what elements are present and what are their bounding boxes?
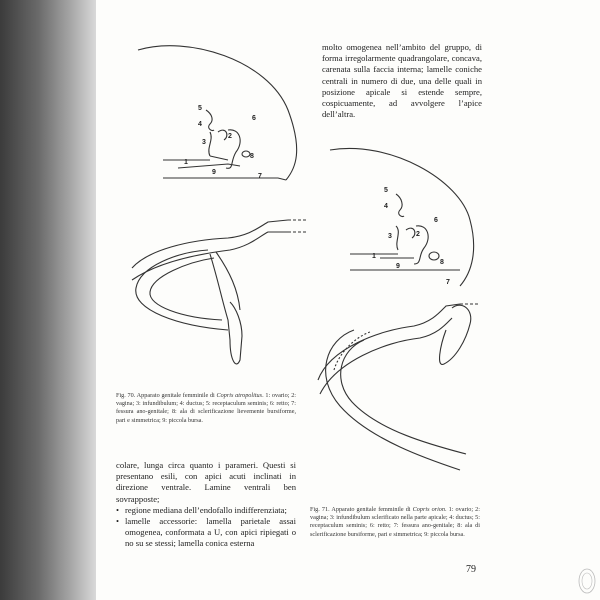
figure-70-labels (118, 40, 318, 200)
figure-71-labels (310, 140, 490, 290)
fig70-label-6: 6 (252, 115, 256, 122)
fig71-label-3: 3 (388, 233, 392, 240)
fig70-label-9: 9 (212, 169, 216, 176)
fig70-label-1: 1 (184, 159, 188, 166)
bullet-item: • lamelle accessorie: lamella parietale assai omogenea, conformata a U, con apici ripiegati o no su se stessi; lamella conica esterna (125, 516, 296, 550)
fig70-label-8: 8 (250, 153, 254, 160)
fig70-label-4: 4 (198, 121, 202, 128)
page-number: 79 (466, 564, 476, 575)
fig71-label-9: 9 (396, 263, 400, 270)
library-seal-logo (578, 568, 596, 594)
figure-70-caption (116, 392, 296, 425)
fig70-label-5: 5 (198, 105, 202, 112)
fig70-label-2: 2 (228, 133, 232, 140)
fig70-caption-rest: . 1: ovario; 2: vagina; 3: infundibulum; 4: ductus; 5: receptaculum seminis; 6: retto; 7: fessura ano-genitale; 8: ala di sclerificazione lievemente bursiforme, pari e simmetrica; 9: piccola bursa. (116, 392, 297, 424)
fig70-caption-species: Copris atropolitus (216, 392, 263, 399)
fig71-label-4: 4 (384, 203, 388, 210)
fig71-label-6: 6 (434, 217, 438, 224)
fig71-label-5: 5 (384, 187, 388, 194)
fig70-caption-prefix: Fig. 70. Apparato genitale femminile di (116, 392, 217, 399)
book-gutter-shadow (0, 0, 96, 600)
figure-71-caption (310, 506, 480, 539)
bullet-list (116, 505, 296, 550)
bullet-item: • regione mediana dell’endofallo indifferenziata; (125, 505, 296, 516)
fig71-label-1: 1 (372, 253, 376, 260)
fig70-label-3: 3 (202, 139, 206, 146)
fig71-label-2: 2 (416, 231, 420, 238)
fig71-caption-prefix: Fig. 71. Apparato genitale femminile di (310, 506, 413, 513)
fig71-label-7: 7 (446, 279, 450, 286)
fig71-caption-species: Copris orion (412, 506, 445, 513)
paragraph-intro: colare, lunga circa quanto i parameri. Questi si presentano esili, con apici acuti inclinati in direzione ventrale. Lamine ventrali ben sovrapposte; (116, 460, 296, 504)
fig71-label-8: 8 (440, 259, 444, 266)
paragraph-continuation: molto omogenea nell’ambito del gruppo, di forma irregolarmente quadrangolare, concava, carenata sulla faccia interna; lamelle coniche centrali in numero di due, una delle quali in posizione apicale si estende sempre, cospicuamente, ad avvolgere l’apice dell’altra. (322, 42, 482, 120)
body-text-bottom-left (116, 460, 296, 550)
body-text-top-right (322, 42, 482, 120)
fig70-label-7: 7 (258, 173, 262, 180)
fig71-caption-rest: . 1: ovario; 2: vagina; 3: infundibulum sclerificato nella parte apicale; 4: ductus; 5: receptaculum seminis; 6: retto; 7: fessura ano-genitale; 8: ala di sclerificazione bursiforme, pari e simmetrica; 9: piccola bursa. (310, 506, 480, 538)
